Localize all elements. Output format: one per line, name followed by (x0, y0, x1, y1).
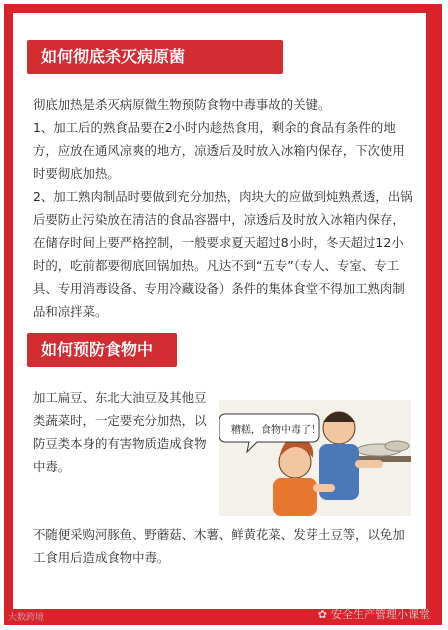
speech-text: 糟糕，食物中毒了！ (231, 425, 321, 436)
illustration-svg (219, 400, 411, 516)
section-title-prevent-poisoning: 如何预防食物中毒 (27, 333, 177, 367)
paragraph-dangerous-foods: 不随便采购河豚鱼、野蘑菇、木薯、鲜黄花菜、发芽土豆等，以免加工食用后造成食物中毒。 (33, 527, 405, 565)
content-card (13, 13, 426, 609)
watermark-right-text: 安全生产管理小课堂 (331, 608, 430, 621)
watermark-right (318, 606, 430, 622)
watermark-left: 大数跨境 (8, 613, 45, 623)
paragraph-beans: 加工扁豆、东北大油豆及其他豆类蔬菜时，一定要充分加热，以防豆类本身的有害物质造成食物中毒。 (33, 390, 207, 474)
food-poisoning-illustration (219, 400, 411, 516)
wechat-icon: ✿ (317, 607, 327, 621)
paragraph-heating: 彻底加热是杀灭病原微生物预防食物中毒事故的关键。 1、加工后的熟食品要在2小时内趁热食用，剩余的食品有条件的地方，应放在通风凉爽的地方，凉透后及时放入冰箱内保存，下次使用时要彻底加热。 2、加工熟肉制品时要做到充分加热，肉块大的应做到炖熟煮透，出锅后要防止污染放在清洁的食品容器中，凉透后及时放入冰箱内保存，在储存时间上要严格控制，一般要求夏天超过8小时，冬天超过12小时的，吃前都要彻底回锅加热。凡达不到“五专”（专人、专室、专工具、专用消毒设备、专用冷藏设备）条件的集体食堂不得加工熟肉制品和凉拌菜。 (33, 97, 413, 319)
section-title-kill-pathogens: 如何彻底杀灭病原菌 (27, 40, 283, 74)
